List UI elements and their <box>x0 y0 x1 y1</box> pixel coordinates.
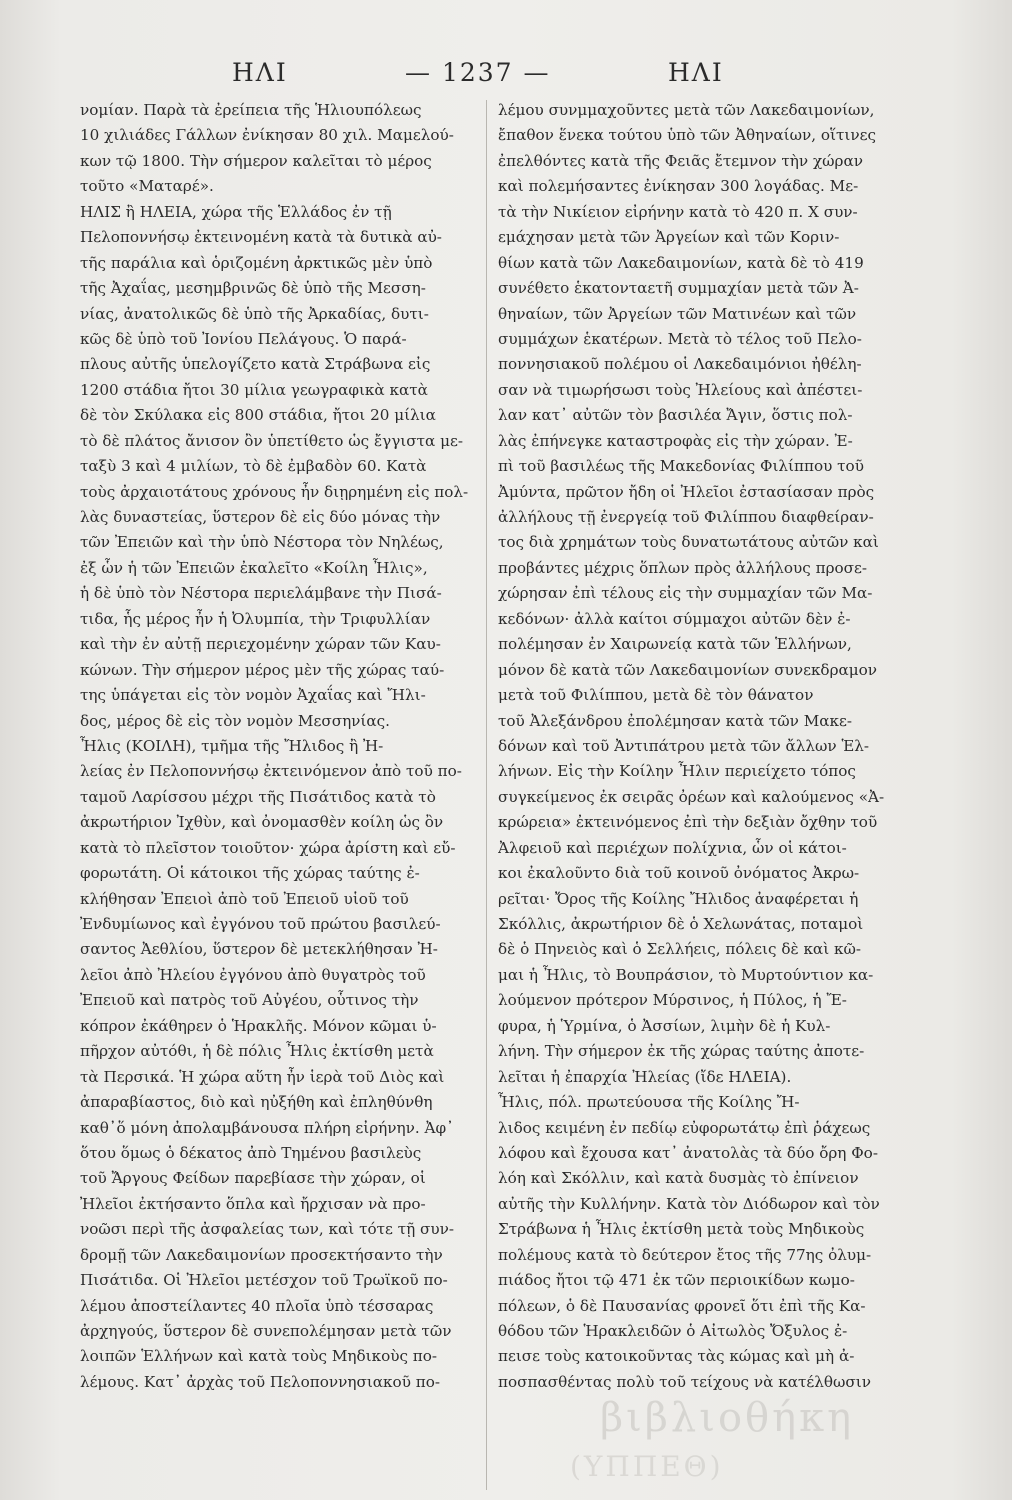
text-line: 10 χιλιάδες Γάλλων ἐνίκησαν 80 χιλ. Μαμελού- <box>80 126 454 145</box>
text-line: λιδος κειμένη ἐν πεδίῳ εὐφορωτάτῳ ἐπὶ ῥάχεως <box>498 1118 871 1137</box>
text-line: δρομῇ τῶν Λακεδαιμονίων προσεκτήσαντο τὴν <box>80 1245 443 1264</box>
text-line: λόη καὶ Σκόλλιν, καὶ κατὰ δυσμὰς τὸ ἐπίνειον <box>498 1169 859 1188</box>
text-line: θηναίων, τῶν Ἀργείων τῶν Ματινέων καὶ τῶν <box>498 304 857 323</box>
text-line: συνέθετο ἑκατονταετῆ συμμαχίαν μετὰ τῶν Ἀ- <box>498 279 859 298</box>
text-line: κλήθησαν Ἐπειοὶ ἀπὸ τοῦ Ἐπειοῦ υἱοῦ τοῦ <box>80 889 409 908</box>
text-line: λὰς ἐπήνεγκε καταστροφὰς εἰς τὴν χώραν. Ἐ- <box>498 431 853 450</box>
text-line: λαν κατ᾽ αὐτῶν τὸν βασιλέα Ἄγιν, ὅστις πολ- <box>498 406 853 425</box>
text-line: ποσπασθέντας πολὺ τοῦ τείχους νὰ κατέλθωσιν <box>498 1372 871 1391</box>
text-line: λέμου συνμμαχοῦντες μετὰ τῶν Λακεδαιμονίων, <box>498 101 875 119</box>
text-line: προβάντες μέχρις ὅπλων πρὸς ἀλλήλους προσε- <box>498 558 868 577</box>
text-line: λέμου ἀποστείλαντες 40 πλοῖα ὑπὸ τέσσαρας <box>80 1296 434 1315</box>
text-line: Ἀμύντα, πρῶτον ἤδη οἱ Ἠλεῖοι ἐστασίασαν πρὸς <box>498 482 875 501</box>
text-line: ἔπαθον ἕνεκα τούτου ὑπὸ τῶν Ἀθηναίων, οἵτινες <box>498 126 876 145</box>
text-line: τοῦ Ἀλεξάνδρου ἐπολέμησαν κατὰ τῶν Μακε- <box>498 711 852 730</box>
text-line: τῶν Ἐπειῶν καὶ τὴν ὑπὸ Νέστορα τὸν Νηλέως, <box>80 533 444 552</box>
right-column <box>498 98 918 1395</box>
text-line: καὶ πολεμήσαντες ἐνίκησαν 300 λογάδας. Με- <box>498 177 859 196</box>
text-line: Πισάτιδα. Οἱ Ἠλεῖοι μετέσχον τοῦ Τρωϊκοῦ πο- <box>80 1271 448 1290</box>
text-line: ἀλλήλους τῇ ἐνεργείᾳ τοῦ Φιλίππου διαφθείραν- <box>498 508 874 526</box>
header-left-keyword: ΗΛΙ <box>232 58 288 87</box>
text-line: λήνη. Τὴν σήμερον ἐκ τῆς χώρας ταύτης ἀποτε- <box>498 1042 865 1061</box>
text-line: πλους αὐτῆς ὑπελογίζετο κατὰ Στράβωνα εἰς <box>80 355 431 374</box>
text-line: ἐξ ὧν ἡ τῶν Ἐπειῶν ἐκαλεῖτο «Κοίλη Ἦλις», <box>80 558 428 577</box>
text-line: 1200 στάδια ἤτοι 30 μίλια γεωγραφικὰ κατὰ <box>80 380 428 399</box>
text-line: Ἦλις (ΚΟΙΛΗ), τμῆμα τῆς Ἤλιδος ἢ Ἠ- <box>80 736 384 755</box>
text-line: κεδόνων· ἀλλὰ καίτοι σύμμαχοι αὐτῶν δὲν ἐ- <box>498 609 851 628</box>
left-column <box>80 98 482 1395</box>
text-line: σαντος Ἀεθλίου, ὕστερον δὲ μετεκλήθησαν Ἠ- <box>80 940 438 959</box>
text-line: τοῦ Ἄργους Φείδων παρεβίασε τὴν χώραν, οἱ <box>80 1169 426 1188</box>
text-line: κρώρεια» ἐκτεινόμενος ἐπὶ τὴν δεξιὰν ὄχθην τοῦ <box>498 813 878 832</box>
text-line: ἡ δὲ ὑπὸ τὸν Νέστορα περιελάμβανε τὴν Πισά- <box>80 584 442 603</box>
text-line: λεῖοι ἀπὸ Ἠλείου ἐγγόνου ἀπὸ θυγατρὸς τοῦ <box>80 965 426 984</box>
text-line: Σκόλλις, ἀκρωτήριον δὲ ὁ Χελωνάτας, ποταμοὶ <box>498 915 864 933</box>
text-line: κατὰ τὸ πλεῖστον τοιοῦτον· χώρα ἀρίστη καὶ εὔ- <box>80 838 456 857</box>
text-line: θόδου τῶν Ἡρακλειδῶν ὁ Αἰτωλὸς Ὄξυλος ἐ- <box>498 1322 848 1340</box>
text-line: λείας ἐν Πελοποννήσῳ ἐκτεινόμενον ἀπὸ τοῦ πο- <box>80 762 462 781</box>
text-line: τῆς παράλια καὶ ὁριζομένη ἀρκτικῶς μὲν ὑπὸ <box>80 253 433 272</box>
text-line: πόλεων, ὁ δὲ Παυσανίας φρονεῖ ὅτι ἐπὶ τῆς Κα- <box>498 1296 866 1315</box>
text-line: πῆρχον αὐτόθι, ἡ δὲ πόλις Ἦλις ἐκτίσθη μετὰ <box>80 1042 434 1061</box>
text-line: λεῖται ἡ ἐπαρχία Ἠλείας (ἴδε ΗΛΕΙΑ). <box>498 1067 792 1086</box>
text-line: δος, μέρος δὲ εἰς τὸν νομὸν Μεσσηνίας. <box>80 711 390 730</box>
text-line: κώνων. Τὴν σήμερον μέρος μὲν τῆς χώρας ταύ- <box>80 660 445 679</box>
text-line: ταξὺ 3 καὶ 4 μιλίων, τὸ δὲ ἐμβαδὸν 60. Κατὰ <box>80 457 427 476</box>
text-line: ταμοῦ Λαρίσσου μέχρι τῆς Πισάτιδος κατὰ τὸ <box>80 787 436 806</box>
text-line: Ἦλις, πόλ. πρωτεύουσα τῆς Κοίλης Ἤ- <box>498 1093 800 1112</box>
text-line: φορωτάτη. Οἱ κάτοικοι τῆς χώρας ταύτης ἐ- <box>80 864 420 883</box>
text-line: λέμους. Κατ᾽ ἀρχὰς τοῦ Πελοποννησιακοῦ πο- <box>80 1372 441 1391</box>
text-line: μόνον δὲ κατὰ τῶν Λακεδαιμονίων συνεκδραμον <box>498 660 878 679</box>
text-line: ρεῖται· Ὄρος τῆς Κοίλης Ἤλιδος ἀναφέρεται ἡ <box>498 889 859 908</box>
text-line: ἐπελθόντες κατὰ τῆς Φειᾶς ἔτεμνον τὴν χώραν <box>498 151 863 170</box>
text-line: τιδα, ἧς μέρος ἦν ἡ Ὀλυμπία, τὴν Τριφυλλίαν <box>80 609 431 628</box>
text-line: τὰ τὴν Νικίειον εἰρήνην κατὰ τὸ 420 π. Χ συν- <box>498 202 858 221</box>
text-line: λὰς δυναστείας, ὕστερον δὲ εἰς δύο μόνας τὴν <box>80 508 441 526</box>
text-line: θίων κατὰ τῶν Λακεδαιμονίων, κατὰ δὲ τὸ 419 <box>498 253 864 272</box>
text-line: λήνων. Εἰς τὴν Κοίλην Ἦλιν περιείχετο τόπος <box>498 762 856 781</box>
text-line: Ἀλφειοῦ καὶ περιέχων πολίχνια, ὧν οἱ κάτοι- <box>498 838 847 857</box>
text-line: αὐτῆς τὴν Κυλλήνην. Κατὰ τὸν Διόδωρον καὶ τὸν <box>498 1194 880 1213</box>
text-line: κόπρον ἐκάθηρεν ὁ Ἡρακλῆς. Μόνον κῶμαι ὑ- <box>80 1016 437 1035</box>
text-line: Στράβωνα ἡ Ἦλις ἐκτίσθη μετὰ τοὺς Μηδικοὺς <box>498 1220 865 1239</box>
text-line: της ὑπάγεται εἰς τὸν νομὸν Ἀχαΐας καὶ Ἤλι- <box>80 686 426 705</box>
text-line: κοι ἐκαλοῦντο διὰ τοῦ κοινοῦ ὀνόματος Ἀκρω- <box>498 864 860 883</box>
text-line: συμμάχων ἑκατέρων. Μετὰ τὸ τέλος τοῦ Πελο- <box>498 329 862 348</box>
text-line: ἀκρωτήριον Ἰχθὺν, καὶ ὀνομασθὲν κοίλη ὡς ὂν <box>80 813 444 832</box>
text-line: πιάδος ἤτοι τῷ 471 ἐκ τῶν περιοικίδων κωμο- <box>498 1271 855 1290</box>
text-line: νομίαν. Παρὰ τὰ ἐρείπεια τῆς Ἡλιουπόλεως <box>80 101 422 119</box>
text-line: εμάχησαν μετὰ τῶν Ἀργείων καὶ τῶν Κοριν- <box>498 228 840 247</box>
text-line: λούμενον πρότερον Μύρσινος, ἡ Πύλος, ἡ Ἔ- <box>498 991 847 1010</box>
text-line: τὸ δὲ πλάτος ἄνισον ὂν ὑπετίθετο ὡς ἔγγιστα με- <box>80 431 463 450</box>
header-right-keyword: ΗΛΙ <box>668 58 724 87</box>
text-line: Ἠλεῖοι ἐκτήσαντο ὅπλα καὶ ἤρχισαν νὰ προ- <box>80 1194 426 1213</box>
watermark-text: βιβλιοθήκη <box>600 1395 855 1441</box>
text-line: χώρησαν ἐπὶ τέλους εἰς τὴν συμμαχίαν τῶν Μα- <box>498 584 873 603</box>
text-line: συγκείμενος ἐκ σειρᾶς ὀρέων καὶ καλούμενος «Ἀ- <box>498 787 885 806</box>
text-line: σαν νὰ τιμωρήσωσι τοὺς Ἠλείους καὶ ἀπέστει- <box>498 380 863 399</box>
page-header <box>0 58 1012 98</box>
text-line: δὲ τὸν Σκύλακα εἰς 800 στάδια, ἤτοι 20 μίλια <box>80 406 436 425</box>
text-line: μαι ἡ Ἦλις, τὸ Βουπράσιον, τὸ Μυρτούντιον κα- <box>498 965 874 984</box>
text-line: τῆς Ἀχαΐας, μεσημβρινῶς δὲ ὑπὸ τῆς Μεσση- <box>80 279 426 298</box>
text-line: νοῶσι περὶ τῆς ἀσφαλείας των, καὶ τότε τῇ συν- <box>80 1220 454 1239</box>
watermark-subtext: (ΥΠΠΕΘ) <box>570 1450 724 1483</box>
text-line: καθ᾽ὅ μόνη ἀπολαμβάνουσα πλήρη εἰρήνην. Ἀφ᾽ <box>80 1118 454 1137</box>
column-divider <box>486 100 487 1490</box>
text-line: ἀρχηγούς, ὕστερον δὲ συνεπολέμησαν μετὰ τῶν <box>80 1322 452 1340</box>
text-line: τὰ Περσικά. Ἡ χώρα αὕτη ἦν ἱερὰ τοῦ Διὸς καὶ <box>80 1067 445 1086</box>
text-line: ὅτου ὅμως ὁ δέκατος ἀπὸ Τημένου βασιλεὺς <box>80 1143 422 1162</box>
text-line: μετὰ τοῦ Φιλίππου, μετὰ δὲ τὸν θάνατον <box>498 686 814 705</box>
text-line: ποννησιακοῦ πολέμου οἱ Λακεδαιμόνιοι ἠθέλη- <box>498 355 862 374</box>
text-line: τοῦτο «Ματαρέ». <box>80 177 214 196</box>
text-line: κων τῷ 1800. Τὴν σήμερον καλεῖται τὸ μέρος <box>80 151 432 170</box>
text-line: ἀπαραβίαστος, διὸ καὶ ηὐξήθη καὶ ἐπληθύνθη <box>80 1093 433 1112</box>
text-line: πολέμους κατὰ τὸ δεύτερον ἔτος τῆς 77ης ὀλυμ- <box>498 1245 872 1264</box>
text-line: Ἐπειοῦ καὶ πατρὸς τοῦ Αὐγέου, οὗτινος τὴν <box>80 991 419 1010</box>
page-number: — 1237 — <box>405 58 551 87</box>
text-line: κῶς δὲ ὑπὸ τοῦ Ἰονίου Πελάγους. Ὁ παρά- <box>80 329 407 348</box>
text-line: δὲ ὁ Πηνειὸς καὶ ὁ Σελλήεις, πόλεις δὲ καὶ κῶ- <box>498 940 861 959</box>
text-line: φυρα, ἡ Ὑρμίνα, ὁ Ἀσσίων, λιμὴν δὲ ἡ Κυλ- <box>498 1016 831 1035</box>
text-line: πὶ τοῦ βασιλέως τῆς Μακεδονίας Φιλίππου τοῦ <box>498 457 864 476</box>
text-line: πεισε τοὺς κατοικοῦντας τὰς κώμας καὶ μὴ ἀ- <box>498 1347 855 1366</box>
text-line: νίας, ἀνατολικῶς δὲ ὑπὸ τῆς Ἀρκαδίας, δυτι- <box>80 304 429 323</box>
text-line: δόνων καὶ τοῦ Ἀντιπάτρου μετὰ τῶν ἄλλων Ἑλ- <box>498 736 869 755</box>
text-line: λοιπῶν Ἑλλήνων καὶ κατὰ τοὺς Μηδικοὺς πο- <box>80 1347 438 1366</box>
text-line: ΗΛΙΣ ἢ ΗΛΕΙΑ, χώρα τῆς Ἑλλάδος ἐν τῇ <box>80 202 392 221</box>
text-line: λόφου καὶ ἔχουσα κατ᾽ ἀνατολὰς τὰ δύο ὄρη Φο- <box>498 1143 878 1162</box>
text-line: καὶ τὴν ἐν αὐτῇ περιεχομένην χώραν τῶν Καυ- <box>80 635 441 654</box>
text-line: τοὺς ἀρχαιοτάτους χρόνους ἦν διῃρημένη εἰς πολ- <box>80 482 469 501</box>
text-line: Πελοποννήσῳ ἐκτεινομένη κατὰ τὰ δυτικὰ αὐ- <box>80 228 442 247</box>
text-line: πολέμησαν ἐν Χαιρωνείᾳ κατὰ τῶν Ἑλλήνων, <box>498 635 852 654</box>
text-line: Ἐνδυμίωνος καὶ ἐγγόνου τοῦ πρώτου βασιλεύ- <box>80 915 441 933</box>
text-line: τος διὰ χρημάτων τοὺς δυνατωτάτους αὐτῶν καὶ <box>498 533 879 552</box>
